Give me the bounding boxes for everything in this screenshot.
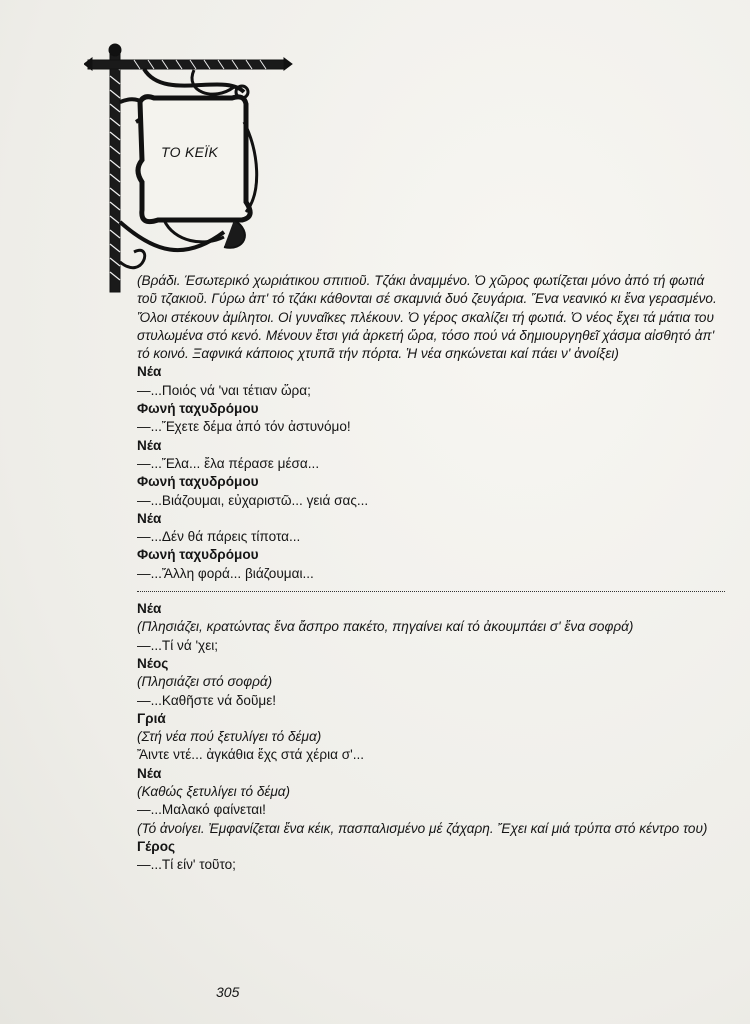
dialogue-block-2 bbox=[137, 600, 725, 874]
speaker-name: Νέος bbox=[137, 655, 169, 671]
page-number: 305 bbox=[216, 984, 240, 1000]
dialogue-line: —...Τί νά 'χει; bbox=[137, 637, 219, 653]
speaker-name: Φωνή ταχυδρόμου bbox=[137, 547, 259, 563]
sign-title: ΤΟ ΚΕΪΚ bbox=[161, 144, 219, 160]
dialogue-line: —...Ἔλα... ἔλα πέρασε μέσα... bbox=[137, 455, 320, 471]
dialogue-line: —...Ἄλλη φορά... βιάζουμαι... bbox=[137, 565, 314, 581]
stage-direction: (Πλησιάζει, κρατώντας ἕνα ἄσπρο πακέτο, πηγαίνει καί τό ἀκουμπάει σ' ἕνα σοφρά) bbox=[137, 619, 634, 635]
closing-stage-direction: (Τό ἀνοίγει. Ἐμφανίζεται ἕνα κέικ, πασπαλισμένο μέ ζάχαρη. Ἔχει καί μιά τρύπα στό κέντρο του) bbox=[137, 820, 708, 836]
speaker-name: Νέα bbox=[137, 364, 162, 380]
stage-direction: (Πλησιάζει στό σοφρά) bbox=[137, 674, 273, 690]
sign-board bbox=[138, 97, 257, 248]
dialogue-line: —...Τί είν' τοῦτο; bbox=[137, 857, 236, 873]
speaker-name: Φωνή ταχυδρόμου bbox=[137, 401, 259, 417]
speaker-name: Γέρος bbox=[137, 838, 176, 854]
dotted-divider bbox=[137, 583, 725, 592]
dialogue-line: —...Δέν θά πάρεις τίποτα... bbox=[137, 529, 301, 545]
sign-post bbox=[109, 44, 121, 292]
dialogue-line: —...Βιάζουμαι, εὐχαριστῶ... γειά σας... bbox=[137, 492, 369, 508]
speaker-name: Φωνή ταχυδρόμου bbox=[137, 474, 259, 490]
play-text bbox=[137, 272, 725, 875]
dialogue-line: —...Ποιός νά 'ναι τέτιαν ὥρα; bbox=[137, 382, 311, 398]
speaker-name: Νέα bbox=[137, 601, 162, 617]
dialogue-line: —...Ἔχετε δέμα ἀπό τόν ἀστυνόμο! bbox=[137, 419, 351, 435]
dialogue-line: —...Καθῆστε νά δοῦμε! bbox=[137, 692, 277, 708]
speaker-name: Νέα bbox=[137, 510, 162, 526]
speaker-name: Νέα bbox=[137, 765, 162, 781]
speaker-name: Γριά bbox=[137, 710, 166, 726]
stage-direction: (Στή νέα πού ξετυλίγει τό δέμα) bbox=[137, 729, 322, 745]
opening-stage-direction: (Βράδι. Έσωτερικό χωριάτικου σπιτιοῦ. Τζάκι ἀναμμένο. Ὁ χῶρος φωτίζεται μόνο ἀπό τή φωτιά τοῦ τζακιοῦ. Γύρω ἀπ' τό τζάκι κάθονται σέ σκαμνιά δυό ζευγάρια. Ἕνα νεανικό κι ἕνα γερασμένο. Ὅλοι στέκουν ἀμίλητοι. Οἱ γυναῖκες πλέκουν. Ὁ γέρος σκαλίζει τή φωτιά. Ὁ νέος ἔχει τά μάτια του στυλωμένα στό κενό. Μένουν ἔτσι γιά ἀρκετή ὥρα, τόσο πού νά δημιουργηθεῖ χάσμα αἰσθητό ἀπ' τό κοινό. Ξαφνικά κάποιος χτυπᾶ τήν πόρτα. Ἡ νέα σηκώνεται καί πάει ν' ἀνοίξει) bbox=[137, 273, 717, 362]
speaker-name: Νέα bbox=[137, 437, 162, 453]
stage-direction: (Καθώς ξετυλίγει τό δέμα) bbox=[137, 784, 291, 800]
dialogue-line: —...Μαλακό φαίνεται! bbox=[137, 802, 266, 818]
dialogue-line: Ἄιντε ντέ... ἀγκάθια ἔχς στά χέρια σ'... bbox=[137, 747, 365, 763]
dialogue-block-1 bbox=[137, 363, 725, 583]
